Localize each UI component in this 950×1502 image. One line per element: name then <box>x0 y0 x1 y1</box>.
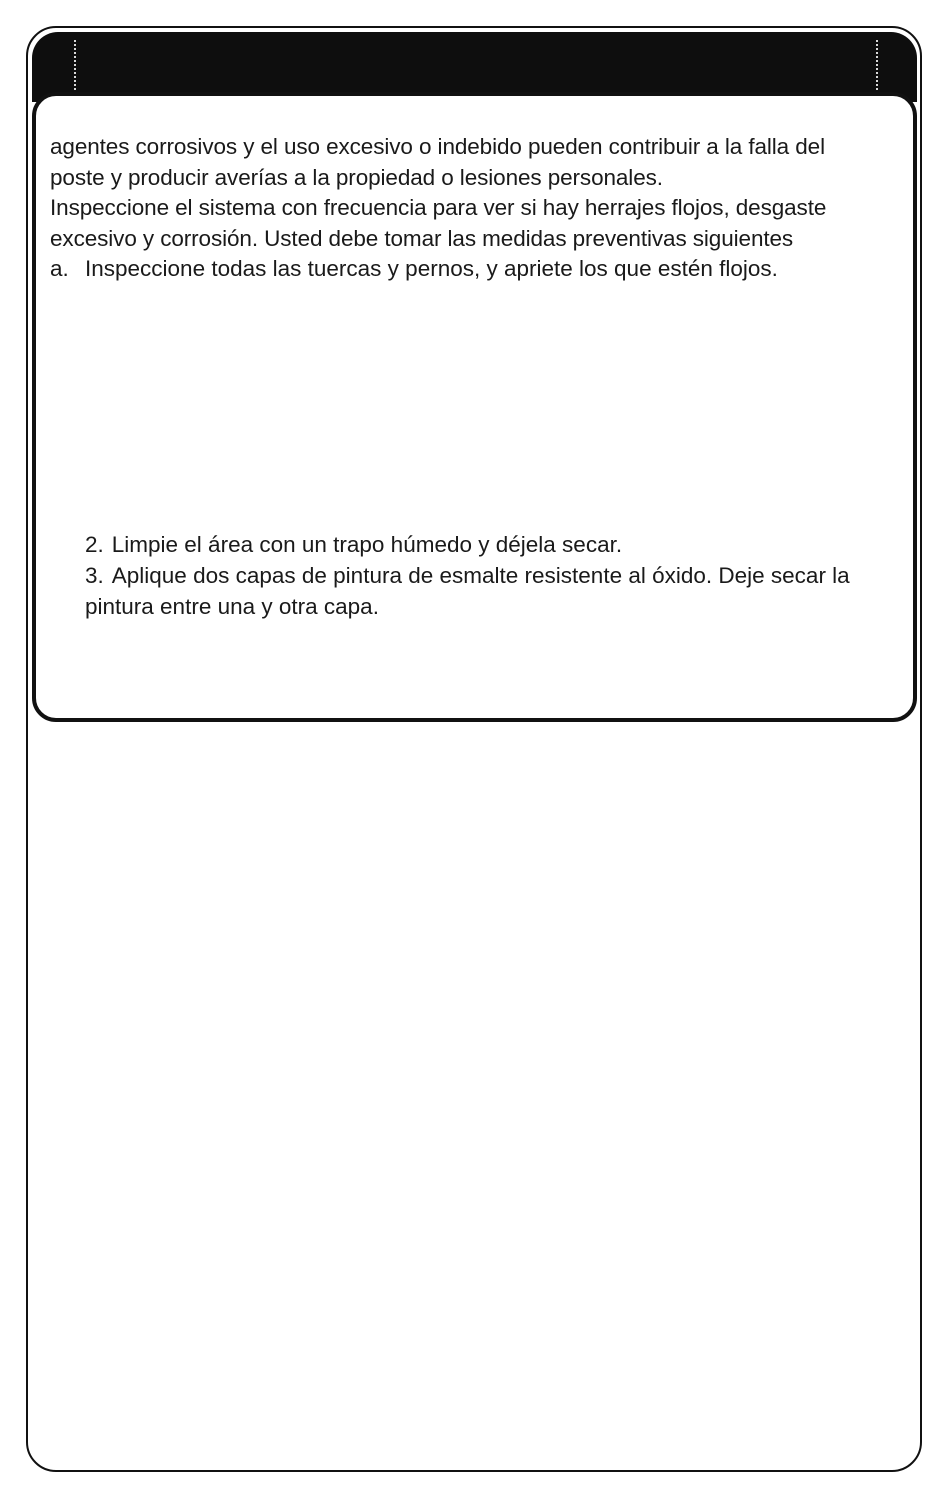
header-dotted-rule-left <box>74 40 76 98</box>
list-item-a <box>50 254 778 285</box>
step-3-text-line-1: Aplique dos capas de pintura de esmalte resistente al óxido. Deje secar la <box>111 563 850 588</box>
warning-line-2: poste y producir averías a la propiedad o lesiones personales. <box>50 164 663 190</box>
inspection-line-1: Inspeccione el sistema con frecuencia para ver si hay herrajes flojos, desgaste <box>50 195 827 220</box>
step-2 <box>85 530 905 561</box>
warning-line-1: agentes corrosivos y el uso excesivo o indebido pueden contribuir a la falla del <box>50 134 825 159</box>
step-3-text-line-2: pintura entre una y otra capa. <box>85 593 379 619</box>
list-item-a-marker: a. <box>50 256 69 281</box>
inspection-line-2: excesivo y corrosión. Usted debe tomar las medidas preventivas siguientes <box>50 225 794 251</box>
step-3 <box>85 561 905 622</box>
warning-paragraph <box>50 132 905 193</box>
step-2-marker: 2. <box>85 532 104 557</box>
step-2-text: Limpie el área con un trapo húmedo y déjela secar. <box>111 532 623 557</box>
step-3-marker: 3. <box>85 563 104 588</box>
header-dotted-rule-right <box>876 40 878 98</box>
inspection-paragraph <box>50 193 905 254</box>
list-item-a-text: Inspeccione todas las tuercas y pernos, y apriete los que estén flojos. <box>85 256 778 281</box>
